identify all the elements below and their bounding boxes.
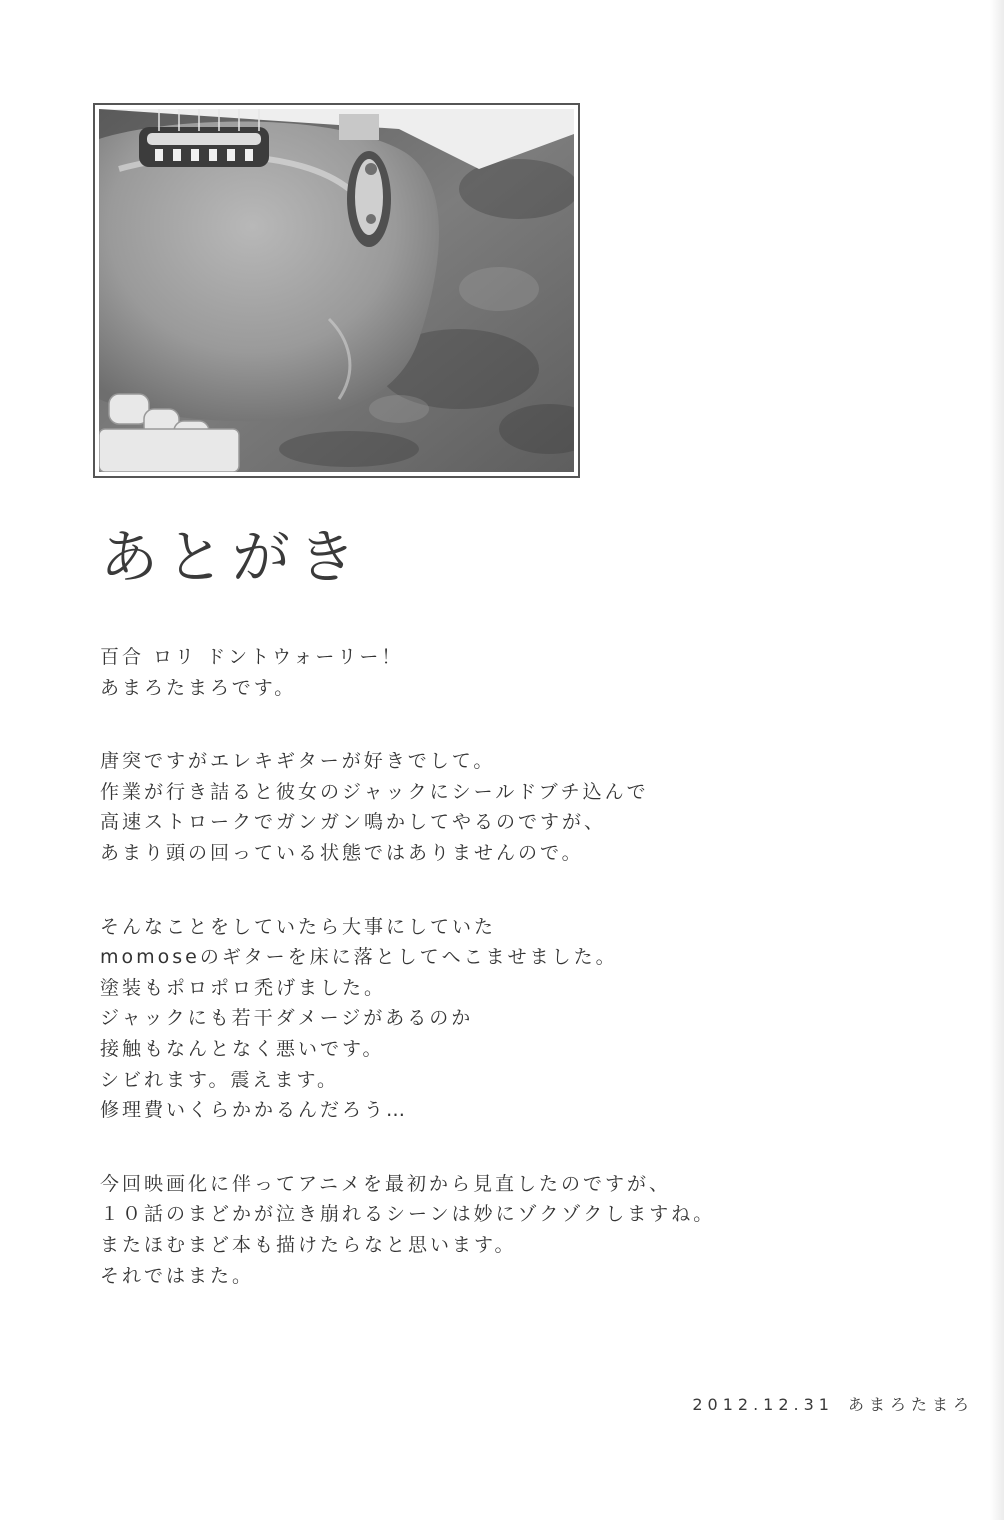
signature: [692, 1392, 974, 1415]
text-line: momoseのギターを床に落としてへこませました。: [100, 946, 618, 969]
text-line: 高速ストロークでガンガン鳴かしてやるのですが、: [100, 811, 607, 834]
page-title: あとがき: [100, 523, 365, 591]
text-line: あまり頭の回っている状態ではありませんので。: [100, 841, 584, 864]
signature-date: 2012.12.31: [692, 1395, 834, 1414]
guitar-photo: [99, 109, 574, 472]
text-line: 作業が行き詰ると彼女のジャックにシールドブチ込んで: [100, 780, 649, 803]
paragraph: [100, 746, 800, 868]
text-line: それではまた。: [100, 1264, 255, 1287]
photo-frame: [93, 103, 580, 478]
paragraph: [100, 912, 800, 1126]
text-line: 唐突ですがエレキギターが好きでして。: [100, 750, 496, 773]
text-line: 百合 ロリ ドントウォーリー！: [100, 646, 404, 668]
signature-author: あまろたまろ: [847, 1395, 974, 1414]
paragraph: [100, 1169, 800, 1291]
text-line: １０話のまどかが泣き崩れるシーンは妙にゾクゾクしますね。: [100, 1203, 716, 1226]
text-line: 修理費いくらかかるんだろう…: [100, 1099, 409, 1122]
text-line: 今回映画化に伴ってアニメを最初から見直したのですが、: [100, 1172, 672, 1195]
text-line: ジャックにも若干ダメージがあるのか: [100, 1007, 474, 1030]
text-line: あまろたまろです。: [100, 676, 297, 699]
text-line: 塗装もポロポロ禿げました。: [100, 976, 387, 999]
text-line: 接触もなんとなく悪いです。: [100, 1037, 385, 1060]
text-line: シビれます。震えます。: [100, 1068, 339, 1091]
afterword-body: [100, 642, 800, 1334]
paragraph: [100, 642, 800, 703]
page-edge: [990, 0, 1004, 1520]
text-line: そんなことをしていたら大事にしていた: [100, 915, 497, 938]
text-line: またほむまど本も描けたらなと思います。: [100, 1233, 517, 1256]
